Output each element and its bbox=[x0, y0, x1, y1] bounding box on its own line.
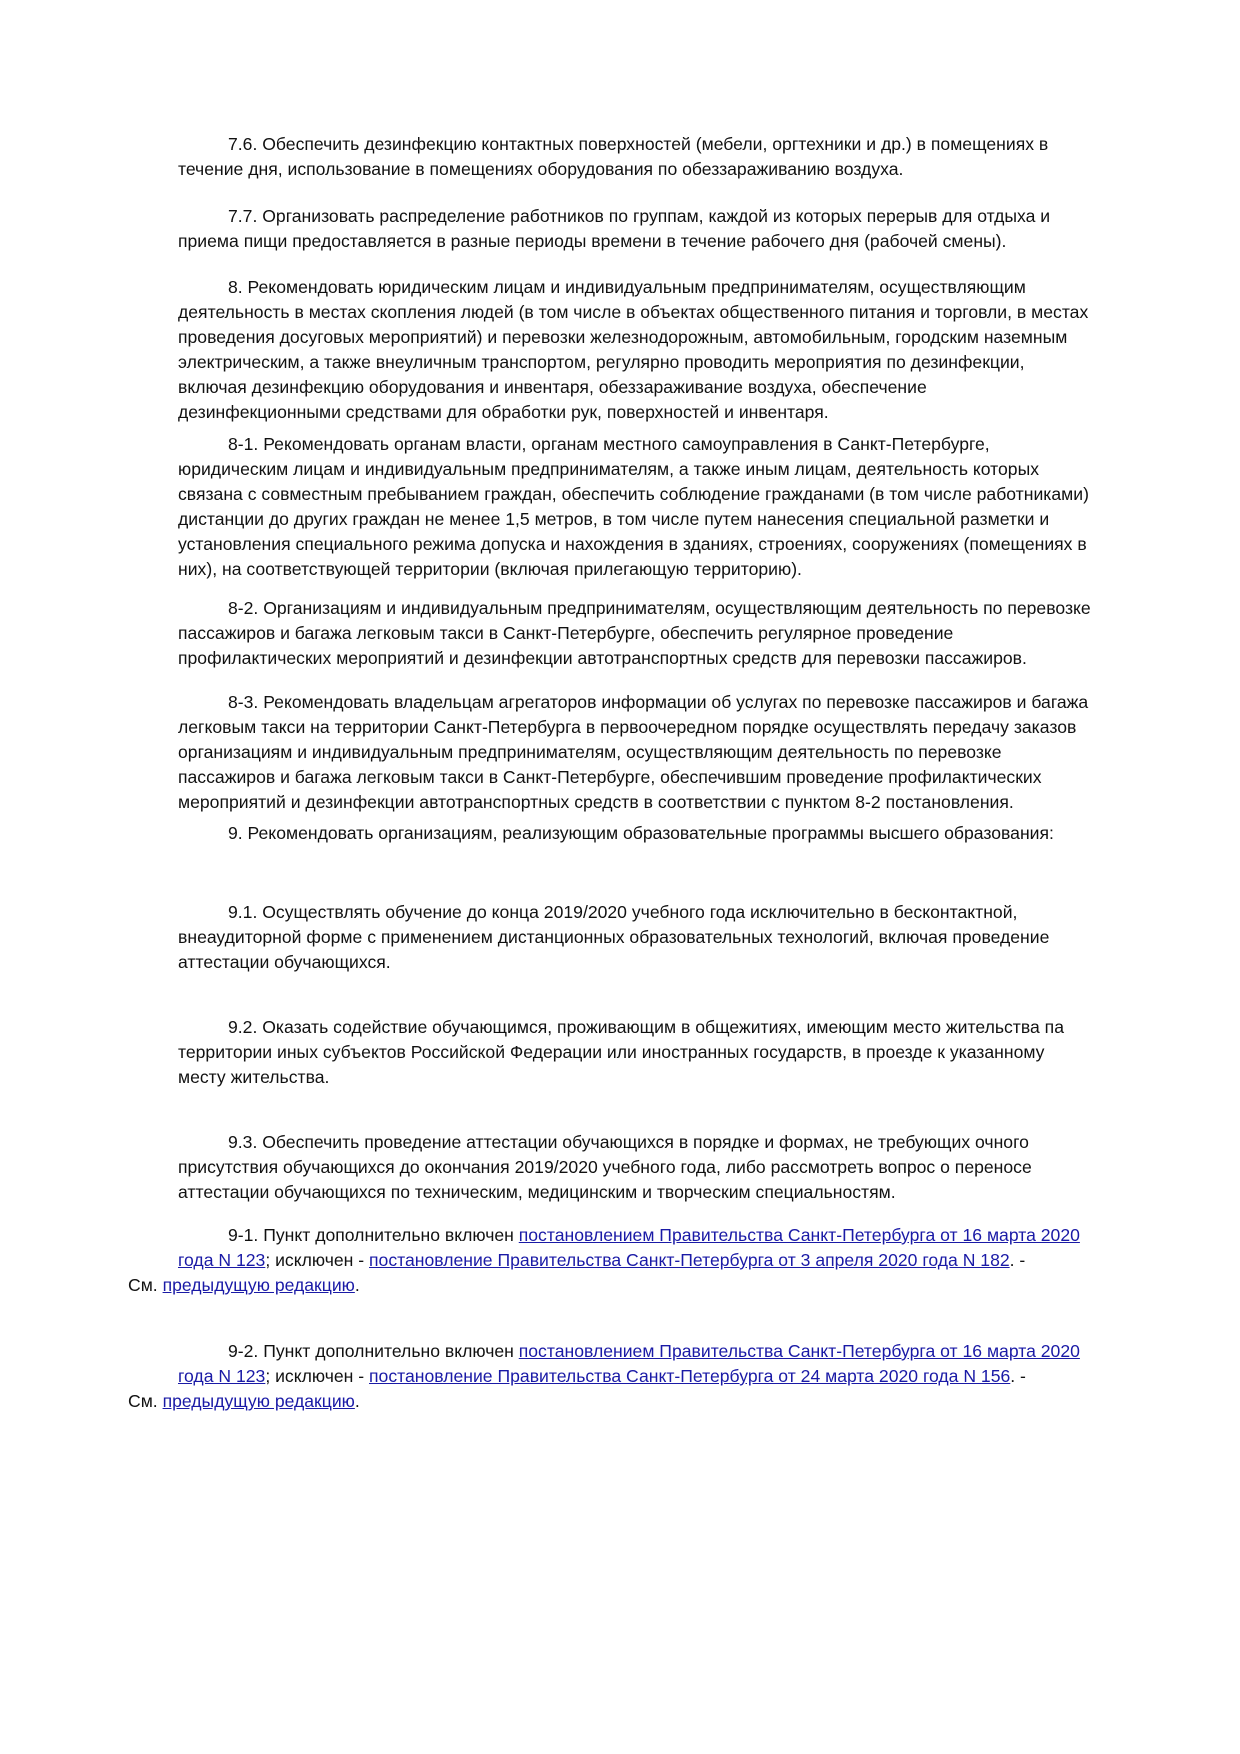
link-included-9-1-line1: постановлением Правительства Санкт-Петербурга от 16 марта 2020 bbox=[518, 1225, 1080, 1245]
note-9-2-end: . bbox=[354, 1391, 360, 1411]
paragraph-9: 9. Рекомендовать организациям, реализующим образовательные программы высшего образования: bbox=[228, 823, 1054, 843]
link-excluded-9-2[interactable]: постановление Правительства Санкт-Петербурга от 24 марта 2020 года N 156 bbox=[369, 1366, 1011, 1386]
link-included-9-1-line2: года N 123 bbox=[178, 1250, 266, 1270]
link-included-9-2-line1: постановлением Правительства Санкт-Петербурга от 16 марта 2020 bbox=[518, 1341, 1080, 1361]
note-9-2-mid: ; исключен - bbox=[265, 1366, 370, 1386]
note-9-2 bbox=[128, 1339, 1158, 1414]
link-included-9-2-line2: года N 123 bbox=[178, 1366, 266, 1386]
paragraph-8-2: 8-2. Организациям и индивидуальным предпринимателям, осуществляющим деятельность по перевозке пассажиров и багажа легковым такси в Санкт-Петербурге, обеспечить регулярное проведение профилактических мероприятий и дезинфекции автотранспортных средств для перевозки пассажиров. bbox=[178, 598, 1091, 668]
note-9-1-prefix: 9-1. Пункт дополнительно включен bbox=[228, 1225, 519, 1245]
paragraph-7-6: 7.6. Обеспечить дезинфекцию контактных поверхностей (мебели, оргтехники и др.) в помещениях в течение дня, использование в помещениях оборудования по обеззараживанию воздуха. bbox=[178, 134, 1049, 179]
note-9-2-prefix: 9-2. Пункт дополнительно включен bbox=[228, 1341, 519, 1361]
link-excluded-9-1[interactable]: постановление Правительства Санкт-Петербурга от 3 апреля 2020 года N 182 bbox=[369, 1250, 1010, 1270]
note-9-1-dash: . - bbox=[1009, 1250, 1026, 1270]
note-9-1-see: См. bbox=[128, 1275, 163, 1295]
paragraph-9-1: 9.1. Осуществлять обучение до конца 2019/2020 учебного года исключительно в бесконтактной, внеаудиторной форме с применением дистанционных образовательных технологий, включая проведение аттестации обучающихся. bbox=[178, 902, 1050, 972]
paragraph-9-3: 9.3. Обеспечить проведение аттестации обучающихся в порядке и формах, не требующих очного присутствия обучающихся до окончания 2019/2020 учебного года, либо рассмотреть вопрос о переносе аттестации обучающихся по техническим, медицинским и творческим специальностям. bbox=[178, 1132, 1032, 1202]
link-previous-edition-9-2[interactable]: предыдущую редакцию bbox=[162, 1391, 355, 1411]
paragraph-9-2: 9.2. Оказать содействие обучающимся, проживающим в общежитиях, имеющим место жительства па территории иных субъектов Российской Федерации или иностранных государств, в проезде к указанному месту жительства. bbox=[178, 1017, 1064, 1087]
paragraph-8-1: 8-1. Рекомендовать органам власти, органам местного самоуправления в Санкт-Петербурге, юридическим лицам и индивидуальным предпринимателям, а также иным лицам, деятельность которых связана с совместным пребыванием граждан, обеспечить соблюдение гражданами (в том числе работниками) дистанции до других граждан не менее 1,5 метров, в том числе путем нанесения специальной разметки и установления специального режима допуска и нахождения в зданиях, строениях, сооружениях (помещениях в них), на соответствующей территории (включая прилегающую территорию). bbox=[178, 434, 1089, 579]
note-9-1 bbox=[128, 1223, 1158, 1298]
note-9-2-see: См. bbox=[128, 1391, 163, 1411]
note-9-1-end: . bbox=[354, 1275, 360, 1295]
link-previous-edition-9-1[interactable]: предыдущую редакцию bbox=[162, 1275, 355, 1295]
note-9-2-dash: . - bbox=[1010, 1366, 1026, 1386]
paragraph-7-7: 7.7. Организовать распределение работников по группам, каждой из которых перерыв для отдыха и приема пищи предоставляется в разные периоды времени в течение рабочего дня (рабочей смены). bbox=[178, 206, 1051, 251]
note-9-1-mid: ; исключен - bbox=[265, 1250, 370, 1270]
paragraph-8: 8. Рекомендовать юридическим лицам и индивидуальным предпринимателям, осуществляющим деятельность в местах скопления людей (в том числе в объектах общественного питания и торговли, в местах проведения досуговых мероприятий) и перевозки железнодорожным, автомобильным, городским наземным электрическим, а также внеуличным транспортом, регулярно проводить мероприятия по дезинфекции, включая дезинфекцию оборудования и инвентаря, обеззараживание воздуха, обеспечение дезинфекционными средствами для обработки рук, поверхностей и инвентаря. bbox=[178, 277, 1089, 422]
paragraph-8-3: 8-3. Рекомендовать владельцам агрегаторов информации об услугах по перевозке пассажиров и багажа легковым такси на территории Санкт-Петербурга в первоочередном порядке осуществлять передачу заказов организациям и индивидуальным предпринимателям, осуществляющим деятельность по перевозке пассажиров и багажа легковым такси в Санкт-Петербурге, обеспечившим проведение профилактических мероприятий и дезинфекции автотранспортных средств в соответствии с пунктом 8-2 постановления. bbox=[178, 692, 1089, 812]
